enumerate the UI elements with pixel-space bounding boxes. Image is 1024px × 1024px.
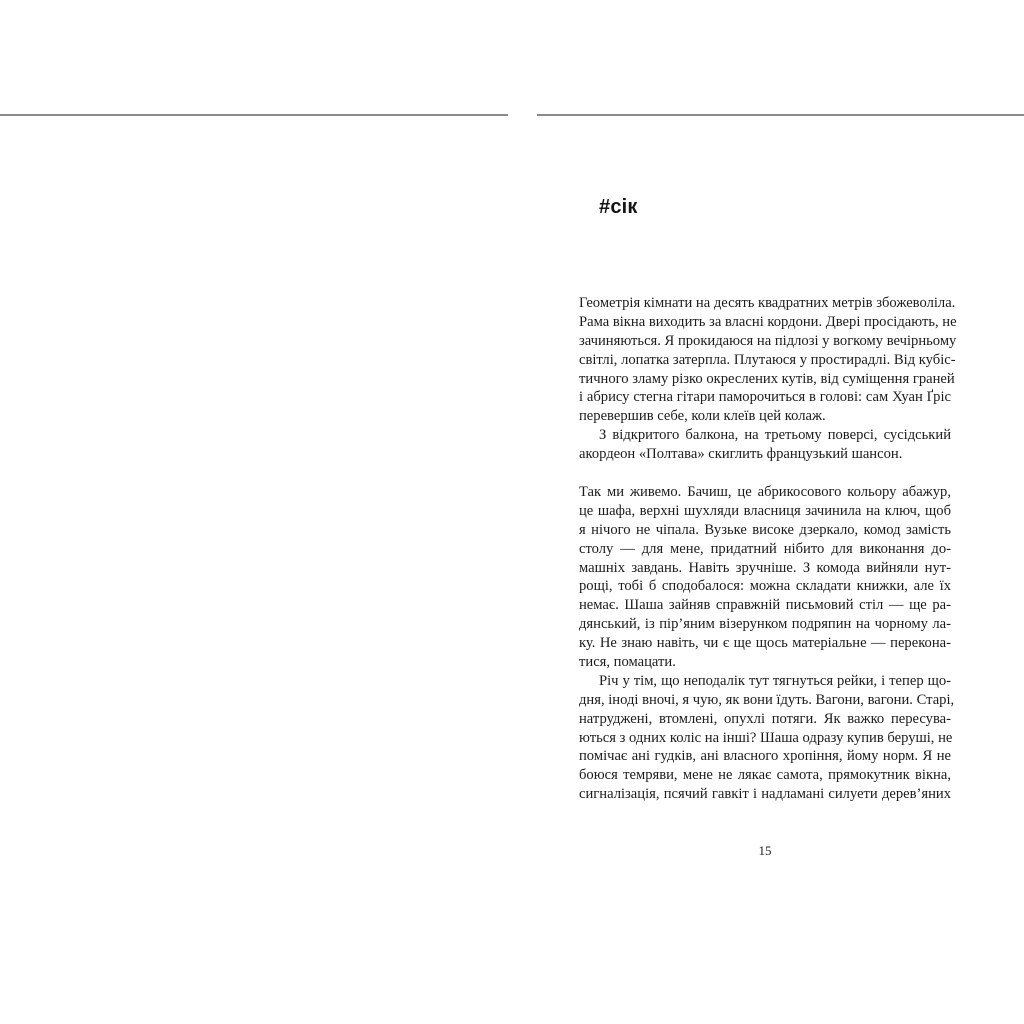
left-page-top-rule bbox=[0, 114, 508, 116]
text-line: машніх завдань. Навіть зручніше. З комода вийняли нут- bbox=[579, 559, 951, 576]
paragraph bbox=[579, 672, 955, 804]
text-line: ються з одних коліс на інші? Шаша одразу купив беруші, не bbox=[579, 729, 953, 746]
text-line: дянський, із пір’яним візерунком подряпин на чорному ла- bbox=[579, 616, 951, 633]
right-page-top-rule bbox=[537, 114, 1024, 116]
text-line: і абрису стегна гітари паморочиться в голові: сам Хуан Ґріс bbox=[579, 389, 951, 406]
text-line: акордеон «Полтава» скиглить французький шансон. bbox=[579, 446, 903, 463]
text-line: помічає ані гудків, ані власного хропіння, йому норм. Я не bbox=[579, 748, 951, 765]
text-line: столу — для мене, придатний нібито для виконання до- bbox=[579, 540, 951, 557]
text-line: я нічого не чіпала. Вузьке високе дзеркало, комод замість bbox=[579, 521, 951, 538]
text-line: світлі, лопатка затерпла. Плутаюся у простирадлі. Від кубіс- bbox=[579, 351, 956, 368]
page-number: 15 bbox=[758, 843, 772, 858]
text-line: зачиняються. Я прокидаюся на підлозі у вогкому вечірньому bbox=[579, 332, 957, 349]
left-page bbox=[0, 0, 508, 1024]
chapter-title: #сік bbox=[599, 196, 638, 218]
text-line: рощі, тобі б сподобалося: можна складати книжки, але їх bbox=[579, 578, 951, 595]
text-line: сигналізація, псячий гавкіт і надламані силуети дерев’яних bbox=[579, 786, 951, 803]
paragraph bbox=[579, 483, 951, 672]
text-line: З відкритого балкона, на третьому поверсі, сусідський bbox=[599, 427, 951, 444]
text-line: немає. Шаша зайняв справжній письмовий стіл — ще ра- bbox=[579, 597, 951, 614]
text-line: це шафа, верхні шухляди власниця зачинила на ключ, щоб bbox=[579, 502, 951, 519]
text-line: ку. Не знаю навіть, чи є ще щось матеріальне — переконa- bbox=[579, 635, 951, 652]
paragraph bbox=[579, 426, 951, 464]
text-line: тися, помацати. bbox=[579, 654, 676, 671]
paragraph bbox=[579, 294, 957, 426]
text-line: тичного зламу різко окреслених кутів, від суміщення граней bbox=[579, 370, 955, 387]
text-section-2 bbox=[579, 483, 955, 804]
text-line: Геометрія кімнати на десять квадратних метрів збожеволіла. bbox=[579, 295, 956, 311]
text-section-1 bbox=[579, 294, 957, 464]
text-line: Рама вікна виходить за власні кордони. Двері просідають, не bbox=[579, 313, 957, 330]
text-line: натруджені, втомлені, опухлі потяги. Як важко пересува- bbox=[579, 710, 951, 727]
text-line: Річ у тім, що неподалік тут тягнуться рейки, і тепер що- bbox=[599, 672, 951, 689]
text-line: Так ми живемо. Бачиш, це абрикосового кольору абажур, bbox=[579, 484, 951, 500]
text-line: перевершив себе, коли клеїв цей колаж. bbox=[579, 408, 826, 425]
text-line: боюся темряви, мене не лякає самота, прямокутник вікна, bbox=[579, 767, 951, 784]
text-line: дня, іноді вночі, я чую, як вони їдуть. Вагони, вагони. Старі, bbox=[579, 691, 955, 708]
